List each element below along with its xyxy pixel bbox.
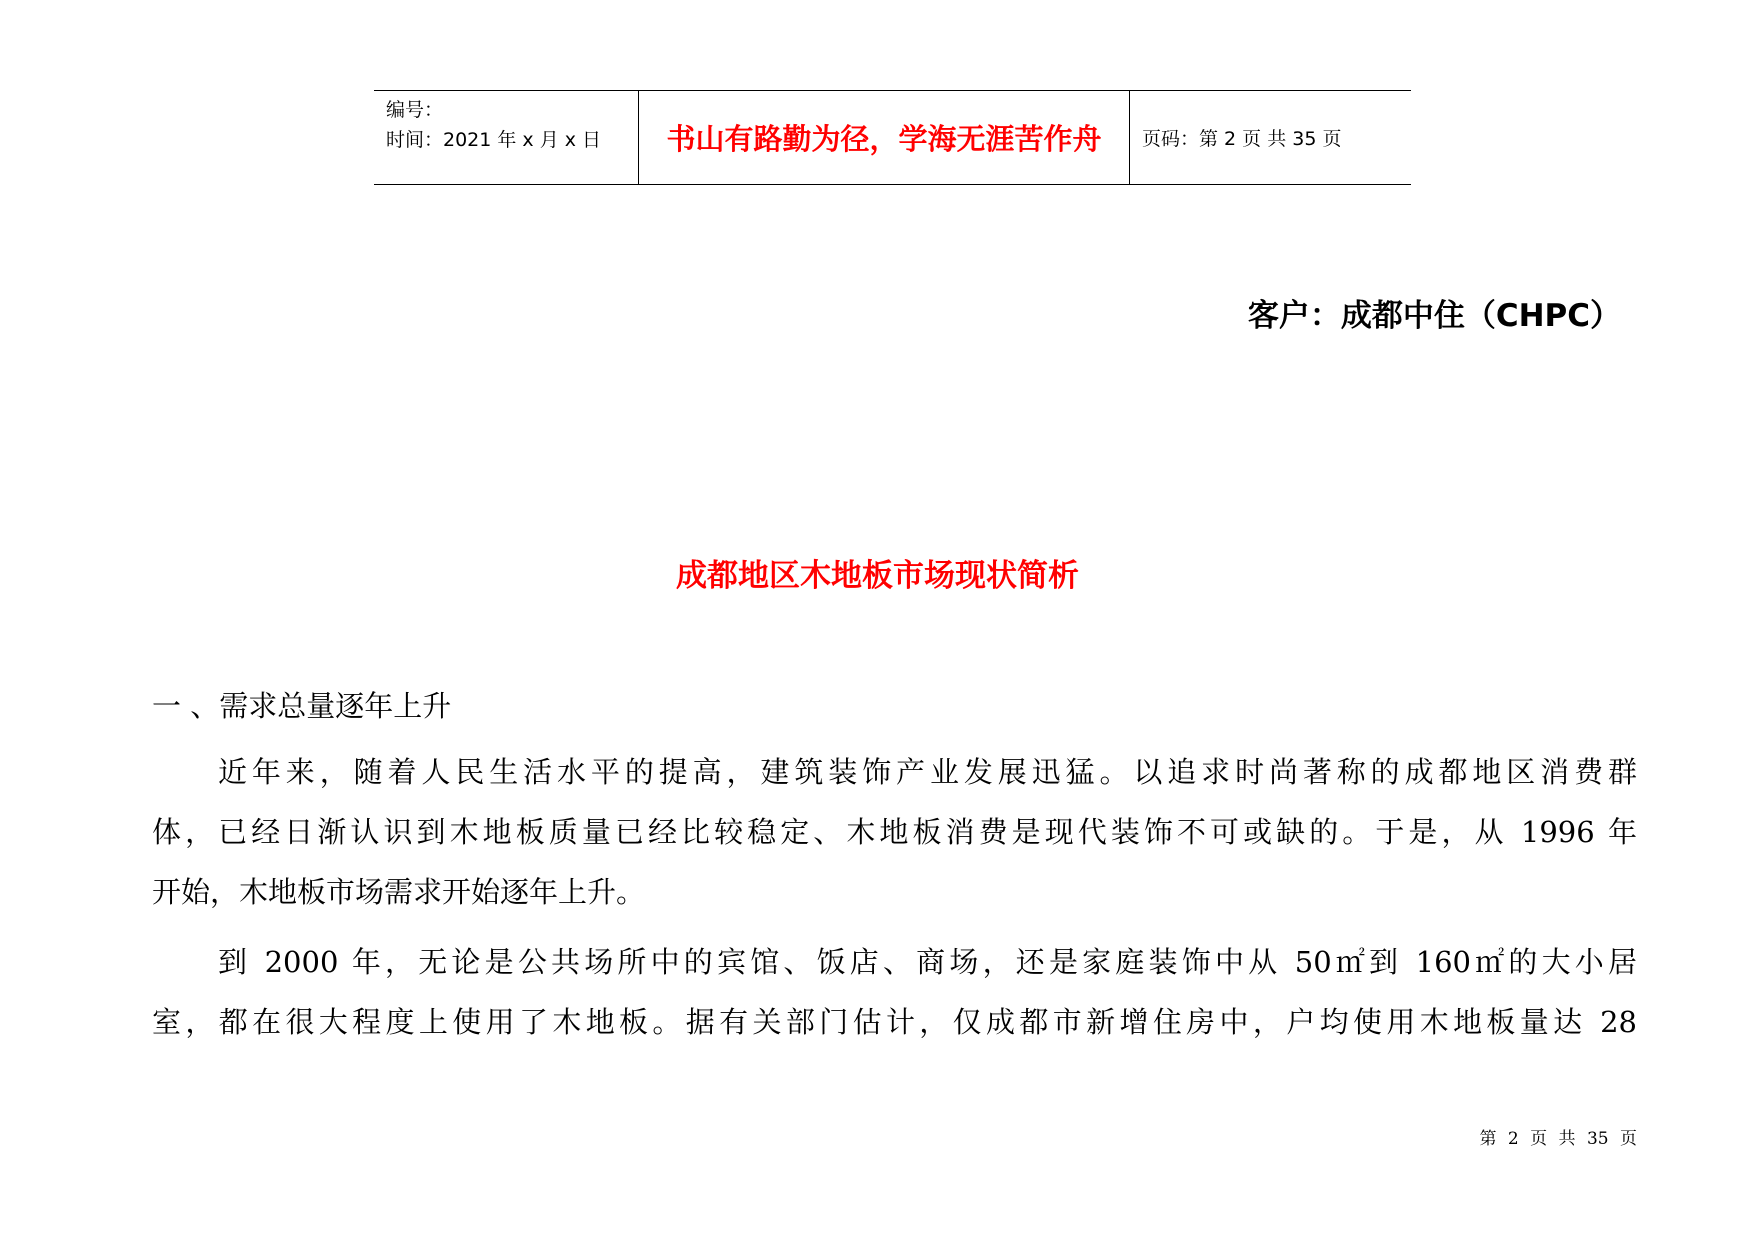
paragraph-line: 近年来，随着人民生活水平的提高，建筑装饰产业发展迅猛。以追求时尚著称的成都地区消费群 xyxy=(218,755,1637,789)
paragraph-line: 体，已经日渐认识到木地板质量已经比较稳定、木地板消费是现代装饰不可或缺的。于是，从 1996 年 xyxy=(152,815,1637,849)
paragraph-line: 到 2000 年，无论是公共场所中的宾馆、饭店、商场，还是家庭装饰中从 50㎡到 160㎡的大小居 xyxy=(218,945,1637,979)
client-label: 客户：成都中住（CHPC） xyxy=(1247,298,1621,334)
header-page-label: 页码：第 2 页 共 35 页 xyxy=(1142,128,1342,150)
footer-page-number: 第 2 页 共 35 页 xyxy=(1479,1129,1637,1149)
document-title: 成都地区木地板市场现状简析 xyxy=(676,558,1079,594)
header-number-label: 编号： xyxy=(386,99,444,121)
paragraph-line: 开始，木地板市场需求开始逐年上升。 xyxy=(152,875,646,909)
header-motto: 书山有路勤为径，学海无涯苦作舟 xyxy=(639,91,1130,184)
document-header xyxy=(374,90,1411,185)
paragraph-line: 室，都在很大程度上使用了木地板。据有关部门估计，仅成都市新增住房中，户均使用木地板量达 28 xyxy=(152,1005,1637,1039)
section-heading: 一 、需求总量逐年上升 xyxy=(152,689,452,723)
header-date-label: 时间：2021 年 x 月 x 日 xyxy=(386,129,602,151)
header-meta-cell xyxy=(374,91,639,184)
